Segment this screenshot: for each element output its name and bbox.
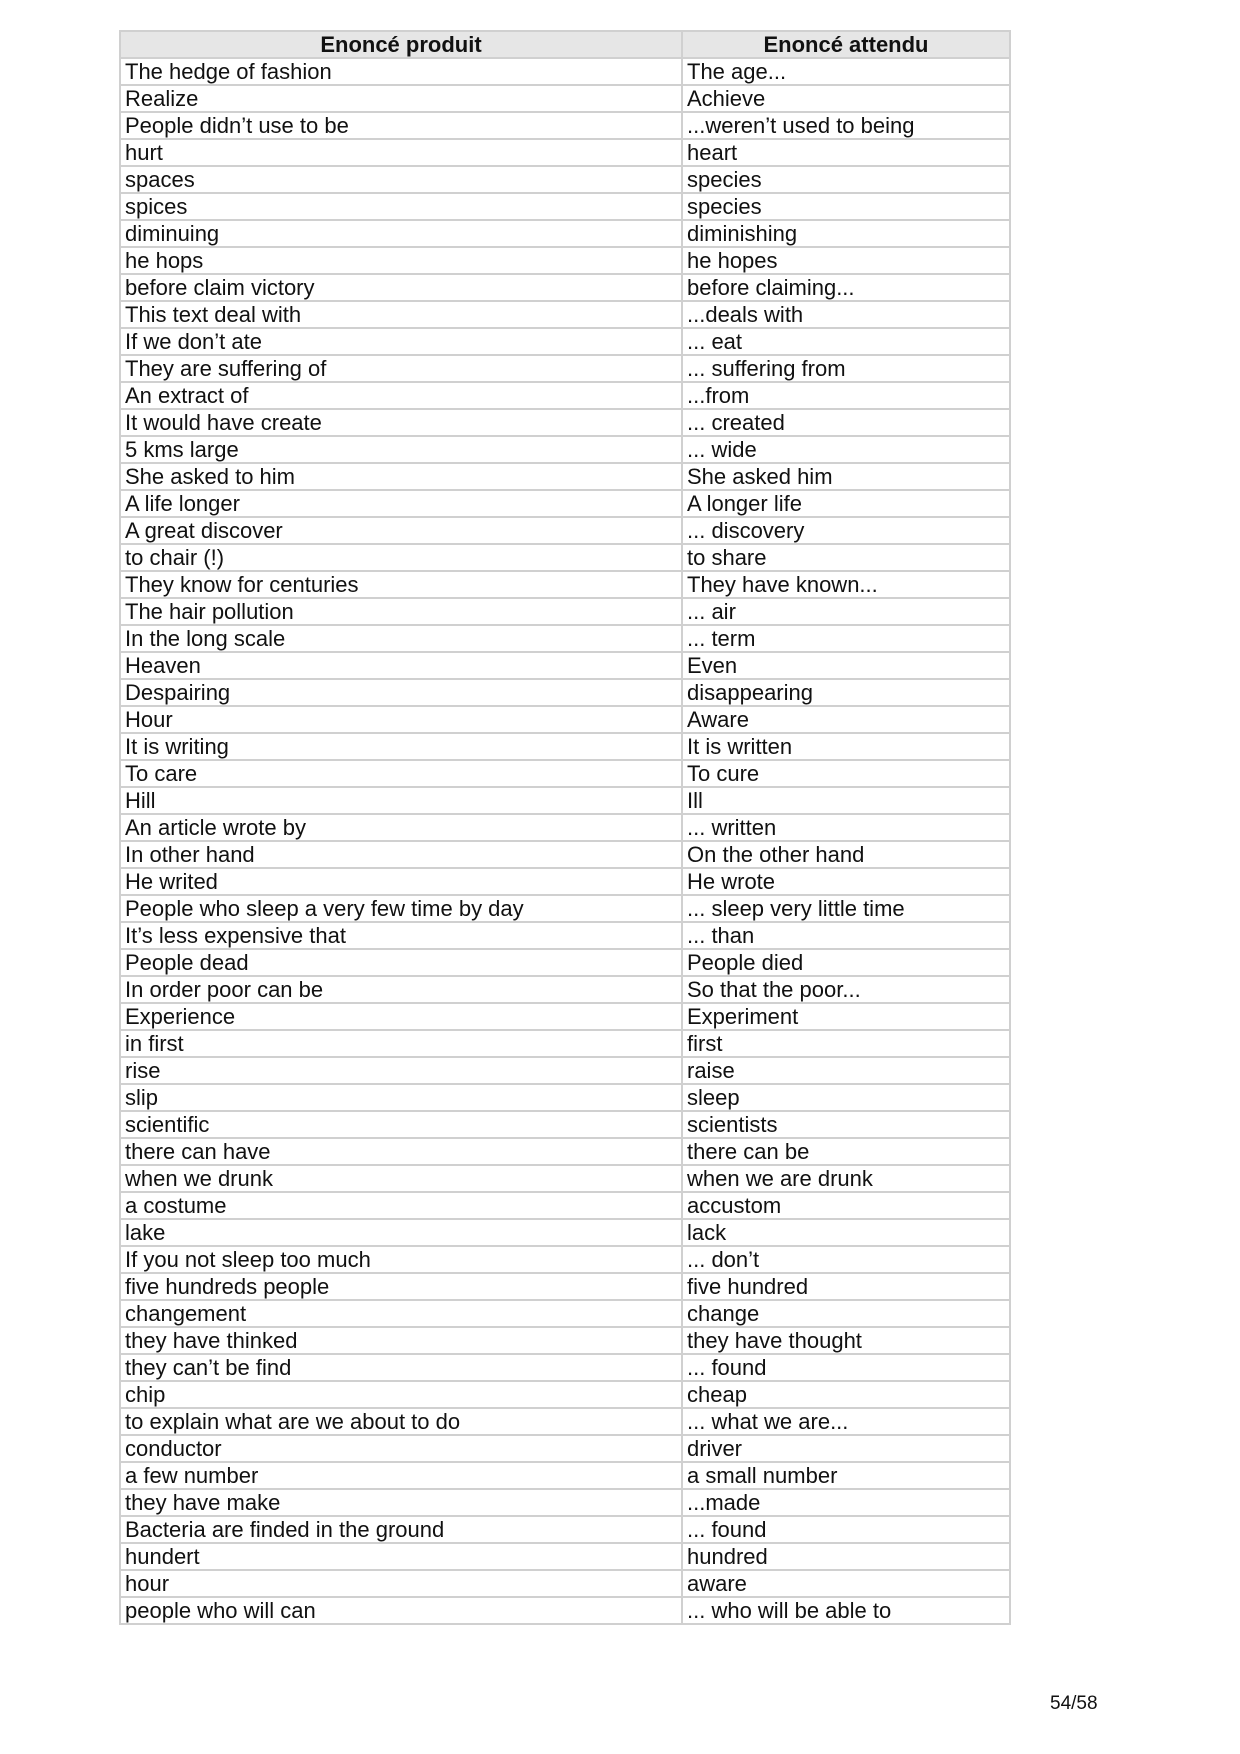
produced-statement-cell: Despairing <box>120 679 682 706</box>
expected-statement-cell: change <box>682 1300 1010 1327</box>
produced-statement-cell: hundert <box>120 1543 682 1570</box>
expected-statement-cell: ...made <box>682 1489 1010 1516</box>
produced-statement-cell: A life longer <box>120 490 682 517</box>
expected-statement-cell: They have known... <box>682 571 1010 598</box>
produced-statement-cell: If you not sleep too much <box>120 1246 682 1273</box>
table-row <box>120 922 1010 949</box>
expected-statement-cell: ... sleep very little time <box>682 895 1010 922</box>
produced-statement-cell: An article wrote by <box>120 814 682 841</box>
table-row <box>120 1300 1010 1327</box>
table-row <box>120 1246 1010 1273</box>
expected-statement-cell: On the other hand <box>682 841 1010 868</box>
expected-statement-cell: Ill <box>682 787 1010 814</box>
expected-statement-cell: accustom <box>682 1192 1010 1219</box>
expected-statement-cell: So that the poor... <box>682 976 1010 1003</box>
expected-statement-cell: He wrote <box>682 868 1010 895</box>
produced-statement-cell: People didn’t use to be <box>120 112 682 139</box>
table-row <box>120 1273 1010 1300</box>
table-row <box>120 409 1010 436</box>
produced-statement-cell: diminuing <box>120 220 682 247</box>
produced-statement-cell: to explain what are we about to do <box>120 1408 682 1435</box>
expected-statement-cell: lack <box>682 1219 1010 1246</box>
table-row <box>120 814 1010 841</box>
table-row <box>120 193 1010 220</box>
produced-statement-cell: a few number <box>120 1462 682 1489</box>
produced-statement-cell: scientific <box>120 1111 682 1138</box>
expected-statement-cell: disappearing <box>682 679 1010 706</box>
produced-statement-cell: spices <box>120 193 682 220</box>
table-row <box>120 1030 1010 1057</box>
expected-statement-cell: ... eat <box>682 328 1010 355</box>
expected-statement-cell: ... wide <box>682 436 1010 463</box>
table-row <box>120 652 1010 679</box>
expected-statement-cell: ... discovery <box>682 517 1010 544</box>
page-number: 54/58 <box>1050 1693 1098 1714</box>
table-row <box>120 706 1010 733</box>
produced-statement-cell: to chair (!) <box>120 544 682 571</box>
produced-statement-cell: five hundreds people <box>120 1273 682 1300</box>
expected-statement-cell: they have thought <box>682 1327 1010 1354</box>
expected-statement-cell: ... don’t <box>682 1246 1010 1273</box>
table-row <box>120 787 1010 814</box>
expected-statement-cell: raise <box>682 1057 1010 1084</box>
expected-statement-cell: hundred <box>682 1543 1010 1570</box>
produced-statement-cell: Hill <box>120 787 682 814</box>
expected-statement-cell: species <box>682 193 1010 220</box>
produced-statement-cell: Heaven <box>120 652 682 679</box>
expected-statement-cell: when we are drunk <box>682 1165 1010 1192</box>
expected-statement-cell: he hopes <box>682 247 1010 274</box>
produced-statement-cell: Realize <box>120 85 682 112</box>
table-row <box>120 598 1010 625</box>
produced-statement-cell: hour <box>120 1570 682 1597</box>
table-row <box>120 58 1010 85</box>
table-row <box>120 679 1010 706</box>
table-header-row <box>120 31 1010 58</box>
expected-statement-cell: driver <box>682 1435 1010 1462</box>
table-row <box>120 895 1010 922</box>
expected-statement-cell: before claiming... <box>682 274 1010 301</box>
produced-statement-cell: They know for centuries <box>120 571 682 598</box>
table-row <box>120 274 1010 301</box>
expected-statement-cell: heart <box>682 139 1010 166</box>
expected-statement-cell: ... term <box>682 625 1010 652</box>
expected-statement-cell: It is written <box>682 733 1010 760</box>
corrections-table <box>119 30 1011 1625</box>
table-row <box>120 247 1010 274</box>
header-expected-statement: Enoncé attendu <box>682 31 1010 58</box>
table-row <box>120 1084 1010 1111</box>
produced-statement-cell: She asked to him <box>120 463 682 490</box>
expected-statement-cell: To cure <box>682 760 1010 787</box>
table-row <box>120 1543 1010 1570</box>
expected-statement-cell: A longer life <box>682 490 1010 517</box>
produced-statement-cell: Hour <box>120 706 682 733</box>
table-row <box>120 1003 1010 1030</box>
expected-statement-cell: species <box>682 166 1010 193</box>
expected-statement-cell: ... than <box>682 922 1010 949</box>
table-row <box>120 841 1010 868</box>
produced-statement-cell: rise <box>120 1057 682 1084</box>
expected-statement-cell: ... air <box>682 598 1010 625</box>
produced-statement-cell: chip <box>120 1381 682 1408</box>
header-produced-statement: Enoncé produit <box>120 31 682 58</box>
produced-statement-cell: The hair pollution <box>120 598 682 625</box>
produced-statement-cell: It is writing <box>120 733 682 760</box>
table-row <box>120 1327 1010 1354</box>
produced-statement-cell: If we don’t ate <box>120 328 682 355</box>
expected-statement-cell: People died <box>682 949 1010 976</box>
produced-statement-cell: To care <box>120 760 682 787</box>
produced-statement-cell: He writed <box>120 868 682 895</box>
table-row <box>120 355 1010 382</box>
table-row <box>120 112 1010 139</box>
produced-statement-cell: lake <box>120 1219 682 1246</box>
produced-statement-cell: A great discover <box>120 517 682 544</box>
table-row <box>120 139 1010 166</box>
expected-statement-cell: ... written <box>682 814 1010 841</box>
expected-statement-cell: The age... <box>682 58 1010 85</box>
table-row <box>120 301 1010 328</box>
expected-statement-cell: ... what we are... <box>682 1408 1010 1435</box>
produced-statement-cell: In other hand <box>120 841 682 868</box>
produced-statement-cell: people who will can <box>120 1597 682 1624</box>
expected-statement-cell: ... suffering from <box>682 355 1010 382</box>
table-row <box>120 976 1010 1003</box>
table-row <box>120 1462 1010 1489</box>
table-row <box>120 1219 1010 1246</box>
table-row <box>120 1435 1010 1462</box>
produced-statement-cell: there can have <box>120 1138 682 1165</box>
table-row <box>120 382 1010 409</box>
produced-statement-cell: conductor <box>120 1435 682 1462</box>
expected-statement-cell: Aware <box>682 706 1010 733</box>
expected-statement-cell: to share <box>682 544 1010 571</box>
expected-statement-cell: ...weren’t used to being <box>682 112 1010 139</box>
table-row <box>120 949 1010 976</box>
table-row <box>120 1597 1010 1624</box>
table-row <box>120 625 1010 652</box>
produced-statement-cell: they have thinked <box>120 1327 682 1354</box>
expected-statement-cell: scientists <box>682 1111 1010 1138</box>
produced-statement-cell: 5 kms large <box>120 436 682 463</box>
expected-statement-cell: aware <box>682 1570 1010 1597</box>
table-row <box>120 1192 1010 1219</box>
table-row <box>120 1057 1010 1084</box>
table-row <box>120 868 1010 895</box>
produced-statement-cell: hurt <box>120 139 682 166</box>
table-row <box>120 463 1010 490</box>
table-row <box>120 1570 1010 1597</box>
table-row <box>120 760 1010 787</box>
expected-statement-cell: sleep <box>682 1084 1010 1111</box>
expected-statement-cell: first <box>682 1030 1010 1057</box>
produced-statement-cell: It would have create <box>120 409 682 436</box>
produced-statement-cell: he hops <box>120 247 682 274</box>
expected-statement-cell: cheap <box>682 1381 1010 1408</box>
table-row <box>120 436 1010 463</box>
expected-statement-cell: Even <box>682 652 1010 679</box>
table-row <box>120 85 1010 112</box>
produced-statement-cell: when we drunk <box>120 1165 682 1192</box>
table-row <box>120 1408 1010 1435</box>
table-row <box>120 1165 1010 1192</box>
expected-statement-cell: Experiment <box>682 1003 1010 1030</box>
produced-statement-cell: before claim victory <box>120 274 682 301</box>
table-row <box>120 328 1010 355</box>
expected-statement-cell: ... found <box>682 1354 1010 1381</box>
produced-statement-cell: Bacteria are finded in the ground <box>120 1516 682 1543</box>
expected-statement-cell: She asked him <box>682 463 1010 490</box>
table-row <box>120 220 1010 247</box>
table-row <box>120 490 1010 517</box>
produced-statement-cell: slip <box>120 1084 682 1111</box>
expected-statement-cell: ... found <box>682 1516 1010 1543</box>
produced-statement-cell: People who sleep a very few time by day <box>120 895 682 922</box>
table-row <box>120 1138 1010 1165</box>
expected-statement-cell: Achieve <box>682 85 1010 112</box>
table-row <box>120 1516 1010 1543</box>
expected-statement-cell: ... created <box>682 409 1010 436</box>
produced-statement-cell: An extract of <box>120 382 682 409</box>
table-row <box>120 544 1010 571</box>
produced-statement-cell: they have make <box>120 1489 682 1516</box>
table-row <box>120 733 1010 760</box>
table-body <box>120 58 1010 1624</box>
table-row <box>120 166 1010 193</box>
produced-statement-cell: They are suffering of <box>120 355 682 382</box>
produced-statement-cell: Experience <box>120 1003 682 1030</box>
produced-statement-cell: The hedge of fashion <box>120 58 682 85</box>
table-row <box>120 517 1010 544</box>
produced-statement-cell: People dead <box>120 949 682 976</box>
produced-statement-cell: In the long scale <box>120 625 682 652</box>
produced-statement-cell: a costume <box>120 1192 682 1219</box>
table-row <box>120 1489 1010 1516</box>
table-row <box>120 1381 1010 1408</box>
expected-statement-cell: there can be <box>682 1138 1010 1165</box>
produced-statement-cell: This text deal with <box>120 301 682 328</box>
expected-statement-cell: ... who will be able to <box>682 1597 1010 1624</box>
produced-statement-cell: In order poor can be <box>120 976 682 1003</box>
produced-statement-cell: they can’t be find <box>120 1354 682 1381</box>
expected-statement-cell: ...from <box>682 382 1010 409</box>
table-row <box>120 1111 1010 1138</box>
expected-statement-cell: diminishing <box>682 220 1010 247</box>
produced-statement-cell: in first <box>120 1030 682 1057</box>
produced-statement-cell: changement <box>120 1300 682 1327</box>
expected-statement-cell: a small number <box>682 1462 1010 1489</box>
table-row <box>120 571 1010 598</box>
expected-statement-cell: five hundred <box>682 1273 1010 1300</box>
produced-statement-cell: It’s less expensive that <box>120 922 682 949</box>
table-row <box>120 1354 1010 1381</box>
produced-statement-cell: spaces <box>120 166 682 193</box>
expected-statement-cell: ...deals with <box>682 301 1010 328</box>
